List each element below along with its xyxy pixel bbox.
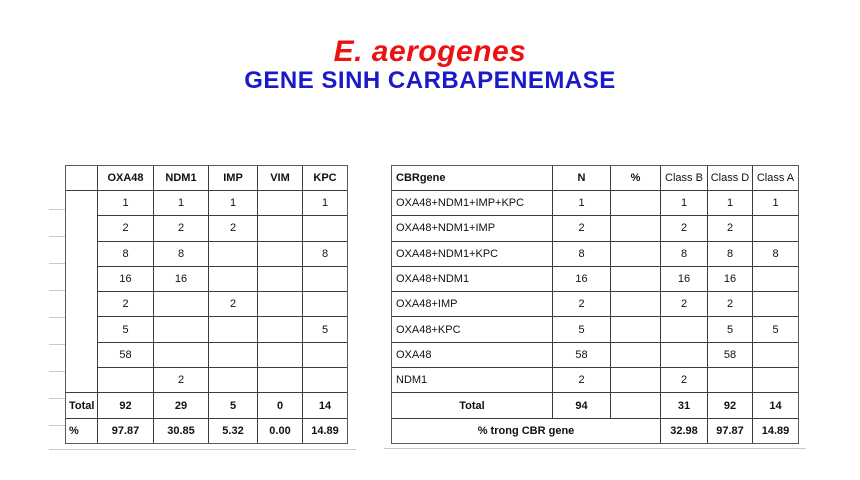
cell: 2 xyxy=(708,292,753,317)
cell: OXA48+NDM1+IMP+KPC xyxy=(392,191,553,216)
cell: 2 xyxy=(553,368,611,393)
data-row xyxy=(66,266,348,291)
data-row xyxy=(392,191,799,216)
cell xyxy=(258,292,303,317)
cell: 16 xyxy=(154,266,209,291)
column-header: Class B xyxy=(661,166,708,191)
cell: 5 xyxy=(753,317,799,342)
cell xyxy=(258,342,303,367)
cell: 8 xyxy=(708,241,753,266)
cell xyxy=(98,368,154,393)
column-header: KPC xyxy=(303,166,348,191)
cell: 14 xyxy=(753,393,799,418)
cell: 2 xyxy=(661,292,708,317)
cell xyxy=(154,342,209,367)
cell xyxy=(66,191,98,393)
cell xyxy=(258,266,303,291)
header-row xyxy=(66,166,348,191)
data-row xyxy=(66,317,348,342)
cell xyxy=(209,241,258,266)
cell: 92 xyxy=(708,393,753,418)
cell xyxy=(753,216,799,241)
data-row xyxy=(66,216,348,241)
column-header: CBRgene xyxy=(392,166,553,191)
data-row xyxy=(66,368,348,393)
cell: 0.00 xyxy=(258,418,303,443)
cell xyxy=(154,292,209,317)
cell xyxy=(611,368,661,393)
cell: 31 xyxy=(661,393,708,418)
cell: OXA48+NDM1+KPC xyxy=(392,241,553,266)
data-row xyxy=(392,317,799,342)
cell: 16 xyxy=(98,266,154,291)
cell xyxy=(661,317,708,342)
cell: 58 xyxy=(553,342,611,367)
cell: 1 xyxy=(708,191,753,216)
data-row xyxy=(392,241,799,266)
cell xyxy=(611,393,661,418)
cell: 2 xyxy=(209,292,258,317)
cell: OXA48 xyxy=(392,342,553,367)
cell xyxy=(303,342,348,367)
gridline-artifact-left xyxy=(49,183,66,445)
cell: 32.98 xyxy=(661,418,708,443)
cell: 0 xyxy=(258,393,303,418)
cell: 5 xyxy=(98,317,154,342)
cell: 16 xyxy=(708,266,753,291)
cell: 2 xyxy=(209,216,258,241)
cell: 2 xyxy=(98,216,154,241)
cell: 1 xyxy=(553,191,611,216)
data-row xyxy=(392,342,799,367)
cell: 8 xyxy=(303,241,348,266)
cell: 8 xyxy=(553,241,611,266)
gridline-artifact-under-left-table xyxy=(49,449,356,450)
cell: 2 xyxy=(708,216,753,241)
cell: 14.89 xyxy=(753,418,799,443)
cell xyxy=(611,241,661,266)
cell: 1 xyxy=(303,191,348,216)
cell: 8 xyxy=(661,241,708,266)
cell: 14 xyxy=(303,393,348,418)
cell: 29 xyxy=(154,393,209,418)
cell: 2 xyxy=(661,368,708,393)
data-row xyxy=(392,368,799,393)
cell: 2 xyxy=(661,216,708,241)
cell: 30.85 xyxy=(154,418,209,443)
cell xyxy=(258,241,303,266)
cell: 1 xyxy=(98,191,154,216)
cell xyxy=(753,292,799,317)
cell: % xyxy=(66,418,98,443)
gene-marker-table xyxy=(65,165,348,444)
cell xyxy=(708,368,753,393)
gridline-artifact-under-right-table xyxy=(384,448,806,449)
cell: 1 xyxy=(154,191,209,216)
cell: 58 xyxy=(98,342,154,367)
cell xyxy=(209,368,258,393)
cell: Total xyxy=(66,393,98,418)
cell: 2 xyxy=(553,292,611,317)
cell: 1 xyxy=(209,191,258,216)
column-header xyxy=(66,166,98,191)
cell xyxy=(611,266,661,291)
header-row xyxy=(392,166,799,191)
cell: NDM1 xyxy=(392,368,553,393)
column-header: Class A xyxy=(753,166,799,191)
column-header: N xyxy=(553,166,611,191)
cell: 2 xyxy=(154,216,209,241)
cell xyxy=(753,368,799,393)
cell: 92 xyxy=(98,393,154,418)
percent-row xyxy=(66,418,348,443)
cell: 97.87 xyxy=(98,418,154,443)
data-row xyxy=(392,292,799,317)
data-row xyxy=(392,266,799,291)
cell: 14.89 xyxy=(303,418,348,443)
column-header: VIM xyxy=(258,166,303,191)
total-row xyxy=(66,393,348,418)
cell: 2 xyxy=(553,216,611,241)
cell xyxy=(303,292,348,317)
cell xyxy=(661,342,708,367)
slide-title: E. aerogenes xyxy=(333,35,527,68)
cell: 8 xyxy=(753,241,799,266)
cell: 2 xyxy=(98,292,154,317)
cell: OXA48+KPC xyxy=(392,317,553,342)
column-header: NDM1 xyxy=(154,166,209,191)
slide xyxy=(0,36,860,480)
cell xyxy=(303,368,348,393)
cell: 8 xyxy=(98,241,154,266)
cell: 1 xyxy=(661,191,708,216)
cell: 5.32 xyxy=(209,418,258,443)
total-row xyxy=(392,393,799,418)
cell: OXA48+NDM1+IMP xyxy=(392,216,553,241)
cell: 2 xyxy=(154,368,209,393)
cbr-gene-table xyxy=(391,165,799,444)
cell: 5 xyxy=(553,317,611,342)
cell: 16 xyxy=(661,266,708,291)
cell: 58 xyxy=(708,342,753,367)
cell xyxy=(258,317,303,342)
cell xyxy=(209,317,258,342)
cell: 5 xyxy=(209,393,258,418)
cell: 97.87 xyxy=(708,418,753,443)
cell xyxy=(209,342,258,367)
cell: 1 xyxy=(753,191,799,216)
percent-row xyxy=(392,418,799,443)
cell: 5 xyxy=(708,317,753,342)
cell xyxy=(303,216,348,241)
data-row xyxy=(392,216,799,241)
slide-subtitle: GENE SINH CARBAPENEMASE xyxy=(244,67,616,94)
cell xyxy=(258,368,303,393)
cell: Total xyxy=(392,393,553,418)
cell xyxy=(753,266,799,291)
cell xyxy=(154,317,209,342)
cell xyxy=(611,342,661,367)
cell xyxy=(611,317,661,342)
data-row xyxy=(66,241,348,266)
cell: % trong CBR gene xyxy=(392,418,661,443)
cell xyxy=(258,216,303,241)
cell xyxy=(611,292,661,317)
cell: 16 xyxy=(553,266,611,291)
cell: 8 xyxy=(154,241,209,266)
column-header: % xyxy=(611,166,661,191)
cell xyxy=(258,191,303,216)
cell: 94 xyxy=(553,393,611,418)
cell xyxy=(753,342,799,367)
data-row xyxy=(66,342,348,367)
data-row xyxy=(66,191,348,216)
cell: OXA48+IMP xyxy=(392,292,553,317)
data-row xyxy=(66,292,348,317)
cell xyxy=(209,266,258,291)
cell xyxy=(611,191,661,216)
cell: 5 xyxy=(303,317,348,342)
cell: OXA48+NDM1 xyxy=(392,266,553,291)
cell xyxy=(303,266,348,291)
column-header: OXA48 xyxy=(98,166,154,191)
cell xyxy=(611,216,661,241)
column-header: IMP xyxy=(209,166,258,191)
column-header: Class D xyxy=(708,166,753,191)
